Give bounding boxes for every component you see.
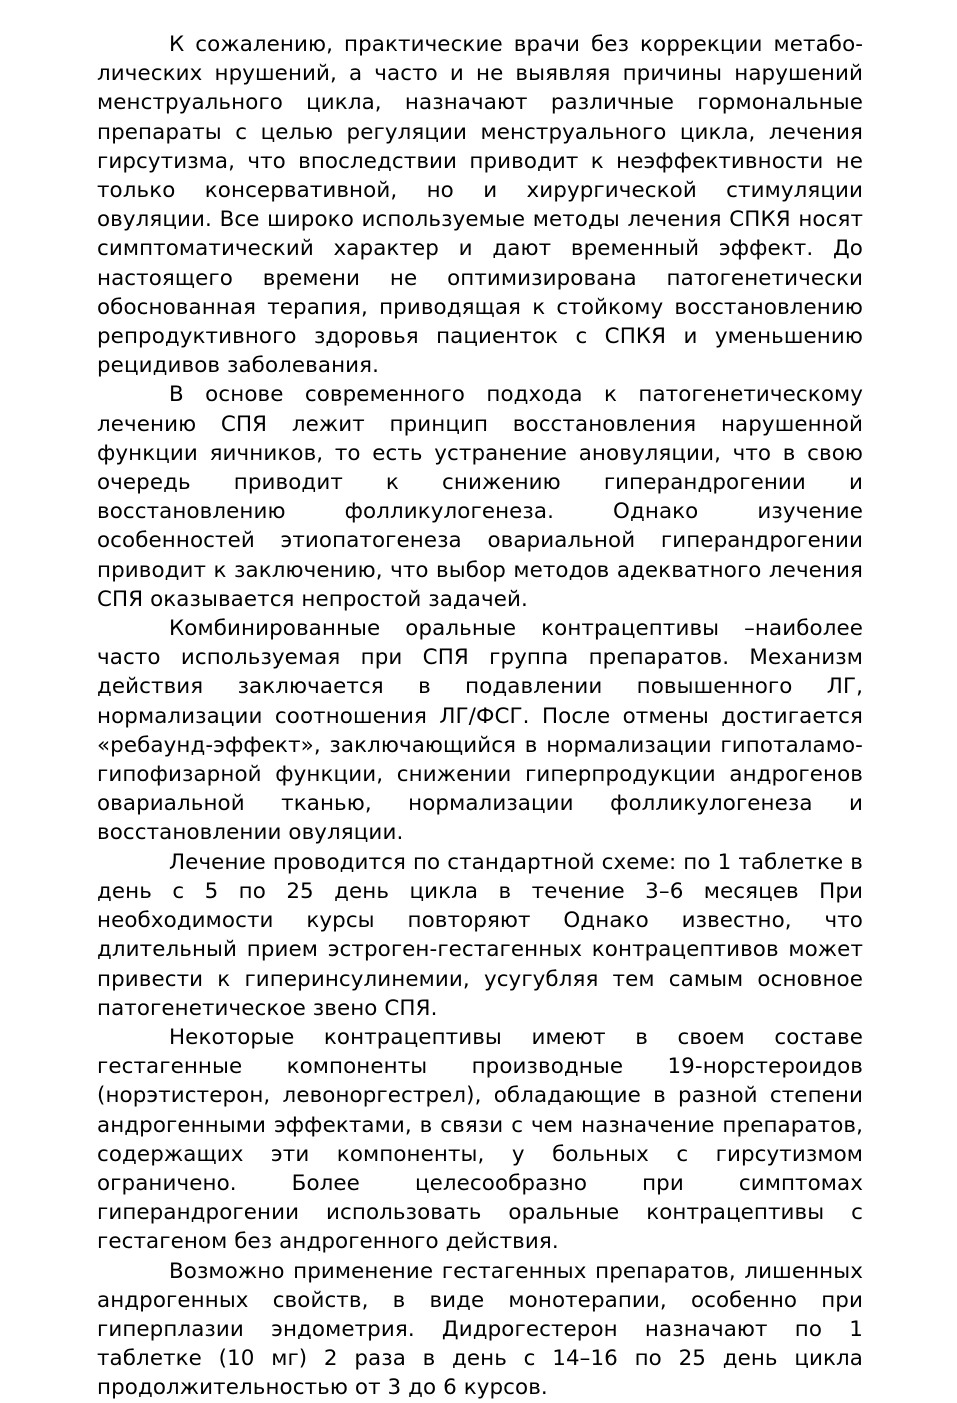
paragraph-2: В основе современного подхода к патогенетическому лечению СПЯ лежит принцип восстановления нарушенной функции яичников, то есть устранение ановуляции, что в свою очередь приводит к снижению гиперандрогении и восстановлению фолликулогенеза. Однако изучение особенностей этиопатогенеза овариальной гиперандрогении приводит к заключению, что выбор методов адекватного лечения СПЯ оказывается непростой задачей. <box>97 382 863 612</box>
paragraph-5: Некоторые контрацептивы имеют в своем составе гестагенные компоненты производные 19-норстероидов (норэтистерон, левоноргестрел), обладающие в разной степени андрогенными эффектами, в связи с чем назначение препаратов, содержащих эти компоненты, у больных с гирсутизмом ограничено. Более целесообразно при симптомах гиперандрогении использовать оральные контрацептивы с гестагеном без андрогенного действия. <box>97 1024 863 1255</box>
document-page <box>97 30 863 1403</box>
paragraph-4: Лечение проводится по стандартной схеме: по 1 таблетке в день с 5 по 25 день цикла в течение 3–6 месяцев При необходимости курсы повторяют Однако известно, что длительный прием эстроген-гестагенных контрацептивов может привести к гиперинсулинемии, усугубляя тем самым основное патогенетическое звено СПЯ. <box>97 849 863 1021</box>
paragraph-3: Комбинированные оральные контрацептивы –наиболее часто используемая при СПЯ группа препаратов. Механизм действия заключается в подавлении повышенного ЛГ, нормализации соотношения ЛГ/ФСГ. После отмены достигается «ребаунд-эффект», заключающийся в нормализации гипоталамо-гипофизарной функции, снижении гиперпродукции андрогенов овариальной тканью, нормализации фолликулогенеза и восстановлении овуляции. <box>97 616 863 846</box>
paragraph-6: Возможно применение гестагенных препаратов, лишенных андрогенных свойств, в виде монотерапии, особенно при гиперплазии эндометрия. Дидрогестерон назначают по 1 таблетке (10 мг) 2 раза в день с 14–16 по 25 день цикла продолжительностью от 3 до 6 курсов. <box>97 1258 863 1401</box>
paragraph-1: К сожалению, практические врачи без коррекции метаболических нрушений, а часто и не выявляя причины нарушений менструального цикла, назначают различные гормональные препараты с целью регуляции менструального цикла, лечения гирсутизма, что впоследствии приводит к неэффективности не только консервативной, но и хирургической стимуляции овуляции. Все широко используемые методы лечения СПКЯ носят симптоматический характер и дают временный эффект. До настоящего времени не оптимизирована патогенетически обоснованная терапия, приводящая к стойкому восстановлению репродуктивного здоровья пациенток с СПКЯ и уменьшению рецидивов заболевания. <box>97 32 863 379</box>
